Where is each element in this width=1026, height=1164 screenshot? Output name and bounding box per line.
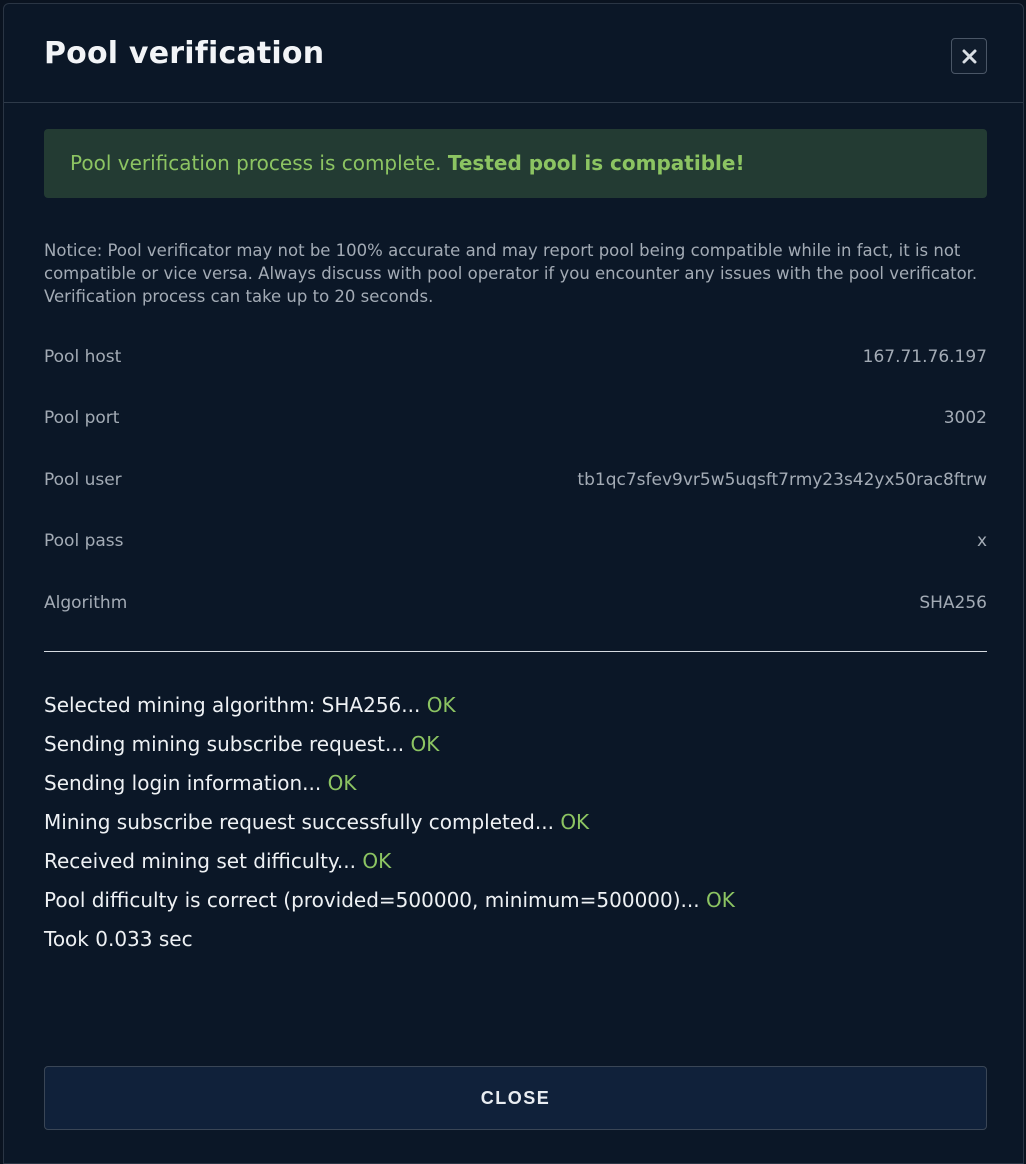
detail-label: Algorithm (44, 593, 128, 613)
dialog-title: Pool verification (44, 36, 325, 71)
log-text: Mining subscribe request successfully completed... (44, 810, 554, 834)
close-icon (962, 49, 977, 64)
log-status: OK (410, 732, 440, 756)
detail-row-pool-pass (44, 531, 987, 555)
log-status: OK (426, 693, 456, 717)
log-text: Selected mining algorithm: SHA256... (44, 693, 421, 717)
verification-log (44, 692, 994, 965)
detail-label: Pool host (44, 347, 122, 367)
pool-verification-dialog (3, 3, 1024, 1164)
log-line (44, 848, 994, 887)
log-text: Pool difficulty is correct (provided=500000, minimum=500000)... (44, 888, 700, 912)
detail-label: Pool user (44, 470, 122, 490)
log-text: Sending login information... (44, 771, 322, 795)
alert-emphasis: Tested pool is compatible! (447, 151, 745, 175)
detail-label: Pool pass (44, 531, 124, 551)
log-status: OK (705, 888, 735, 912)
dialog-header (4, 4, 1023, 103)
log-line (44, 887, 994, 926)
log-line (44, 770, 994, 809)
detail-value: x (976, 531, 987, 551)
log-line (44, 809, 994, 848)
detail-row-algorithm (44, 593, 987, 617)
log-text: Received mining set difficulty... (44, 849, 356, 873)
success-alert (44, 129, 987, 198)
log-line (44, 926, 994, 965)
close-icon-button[interactable] (951, 38, 987, 74)
close-button[interactable]: CLOSE (44, 1066, 987, 1130)
log-text: Took 0.033 sec (44, 927, 193, 951)
log-text: Sending mining subscribe request... (44, 732, 405, 756)
detail-value: tb1qc7sfev9vr5w5uqsft7rmy23s42yx50rac8ftrw (577, 470, 987, 490)
detail-value: 3002 (943, 408, 987, 428)
detail-row-pool-user (44, 470, 987, 494)
log-status: OK (327, 771, 357, 795)
log-line (44, 731, 994, 770)
detail-label: Pool port (44, 408, 120, 428)
log-status: OK (560, 810, 590, 834)
divider (44, 651, 987, 652)
alert-message: Pool verification process is complete. (70, 151, 442, 175)
notice-text: Notice: Pool verificator may not be 100% accurate and may report pool being compatible while in fact, it is not compatible or vice versa. Always discuss with pool operator if you encounter any issues with the pool verificator. Verification process can take up to 20 seconds. (44, 241, 978, 306)
detail-row-pool-host (44, 347, 987, 371)
log-status: OK (362, 849, 392, 873)
detail-value: SHA256 (919, 593, 987, 613)
detail-row-pool-port (44, 408, 987, 432)
detail-value: 167.71.76.197 (862, 347, 987, 367)
log-line (44, 692, 994, 731)
